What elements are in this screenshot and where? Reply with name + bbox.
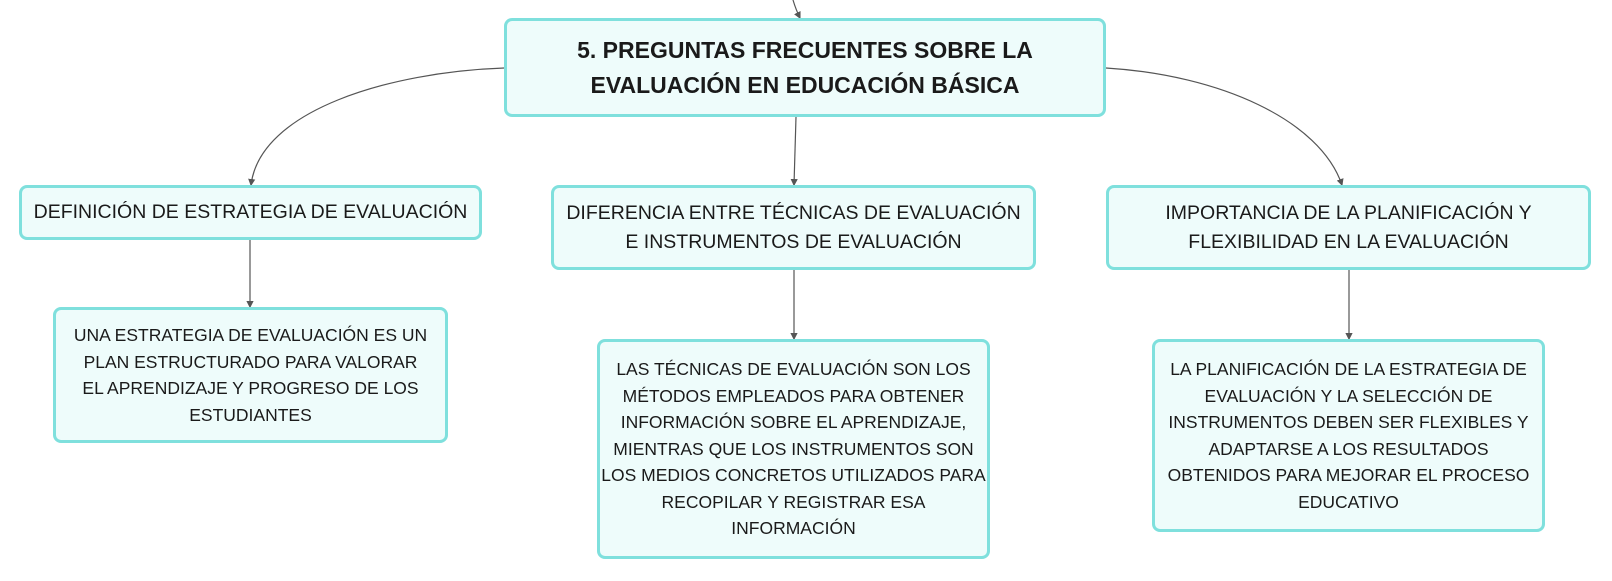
topic-node-label: DEFINICIÓN DE ESTRATEGIA DE EVALUACIÓN: [33, 201, 468, 223]
detail-node-techniques-vs-instruments[interactable]: [597, 339, 990, 559]
root-node-title: 5. PREGUNTAS FRECUENTES SOBRE LA EVALUACIÓN EN EDUCACIÓN BÁSICA: [577, 36, 1033, 98]
connector-root-topic2: [794, 117, 796, 185]
topic-node-techniques-vs-instruments[interactable]: [551, 185, 1036, 270]
connector-root-topic3: [1106, 68, 1342, 185]
detail-node-planning-flexibility[interactable]: [1152, 339, 1545, 532]
detail-node-text: LA PLANIFICACIÓN DE LA ESTRATEGIA DE EVALUACIÓN Y LA SELECCIÓN DE INSTRUMENTOS DEBEN SER FLEXIBLES Y ADAPTARSE A LOS RESULTADOS OBTENIDOS PARA MEJORAR EL PROCESO EDUCATIVO: [1167, 359, 1530, 512]
detail-node-text: UNA ESTRATEGIA DE EVALUACIÓN ES UN PLAN ESTRUCTURADO PARA VALORAR EL APRENDIZAJE Y PROGRESO DE LOS ESTUDIANTES: [73, 325, 428, 425]
detail-node-strategy-definition[interactable]: [53, 307, 448, 443]
topic-node-strategy-definition[interactable]: [19, 185, 482, 240]
root-node[interactable]: [504, 18, 1106, 117]
topic-node-planning-flexibility[interactable]: [1106, 185, 1591, 270]
connector-root-topic1: [251, 68, 504, 185]
topic-node-label: IMPORTANCIA DE LA PLANIFICACIÓN Y FLEXIBILIDAD EN LA EVALUACIÓN: [1165, 201, 1532, 253]
connector-incoming-root: [793, 0, 800, 18]
topic-node-label: DIFERENCIA ENTRE TÉCNICAS DE EVALUACIÓN E INSTRUMENTOS DE EVALUACIÓN: [566, 201, 1021, 253]
detail-node-text: LAS TÉCNICAS DE EVALUACIÓN SON LOS MÉTODOS EMPLEADOS PARA OBTENER INFORMACIÓN SOBRE EL APRENDIZAJE, MIENTRAS QUE LOS INSTRUMENTOS SON LOS MEDIOS CONCRETOS UTILIZADOS PARA RECOPILAR Y REGISTRAR ESA INFORMACIÓN: [601, 359, 986, 539]
